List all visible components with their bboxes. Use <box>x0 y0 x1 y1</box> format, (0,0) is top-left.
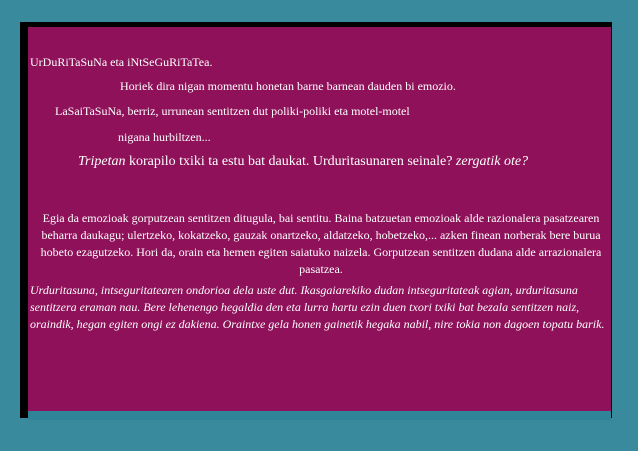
calm-line-2: nigana hurbiltzen... <box>118 130 211 144</box>
centered-paragraph: Egia da emozioak gorputzean sentitzen ditugula, bai sentitu. Baina batzuetan emozioak alde razionalera pasatzearen beharra daukagu; ulertzeko, kokatzeko, gauzak onartzeko, aldatzeko, hobetzeko,... azken finean norberak bere burua hobeto ezagutzeko. Hori da, orain eta hemen egiten saiatuko naizela. Gorputzean sentitzen dudana alde arrazionalera pasatzea. <box>40 211 602 276</box>
question-italic-end: zergatik ote? <box>455 154 529 169</box>
bottom-strip <box>28 411 611 420</box>
document-title: UrDuRiTaSuNa eta iNtSeGuRiTaTea. <box>30 55 213 69</box>
question-line <box>78 154 528 170</box>
calm-line-1: LaSaiTaSuNa, berriz, urrunean sentitzen dut poliki-poliki eta motel-motel <box>55 104 410 118</box>
question-middle: korapilo txiki ta estu bat daukat. Urduritasunaren seinale? <box>125 154 456 169</box>
intro-line: Horiek dira nigan momentu honetan barne barnean dauden bi emozio. <box>120 79 456 93</box>
question-italic-start: Tripetan <box>78 154 126 169</box>
italic-paragraph: Urduritasuna, intseguritatearen ondorioa dela uste dut. Ikasgaiarekiko dudan intseguritateak agian, urduritasuna sentitzera eraman nau. Bere lehenengo hegaldia den eta lurra hartu ezin duen txori txiki bat bezala sentitzen naiz, oraindik, hegan egiten ongi ez dakiena. Oraintxe gela honen gainetik hegaka nabil, nire tokia non dagoen topatu barik. <box>30 283 605 331</box>
